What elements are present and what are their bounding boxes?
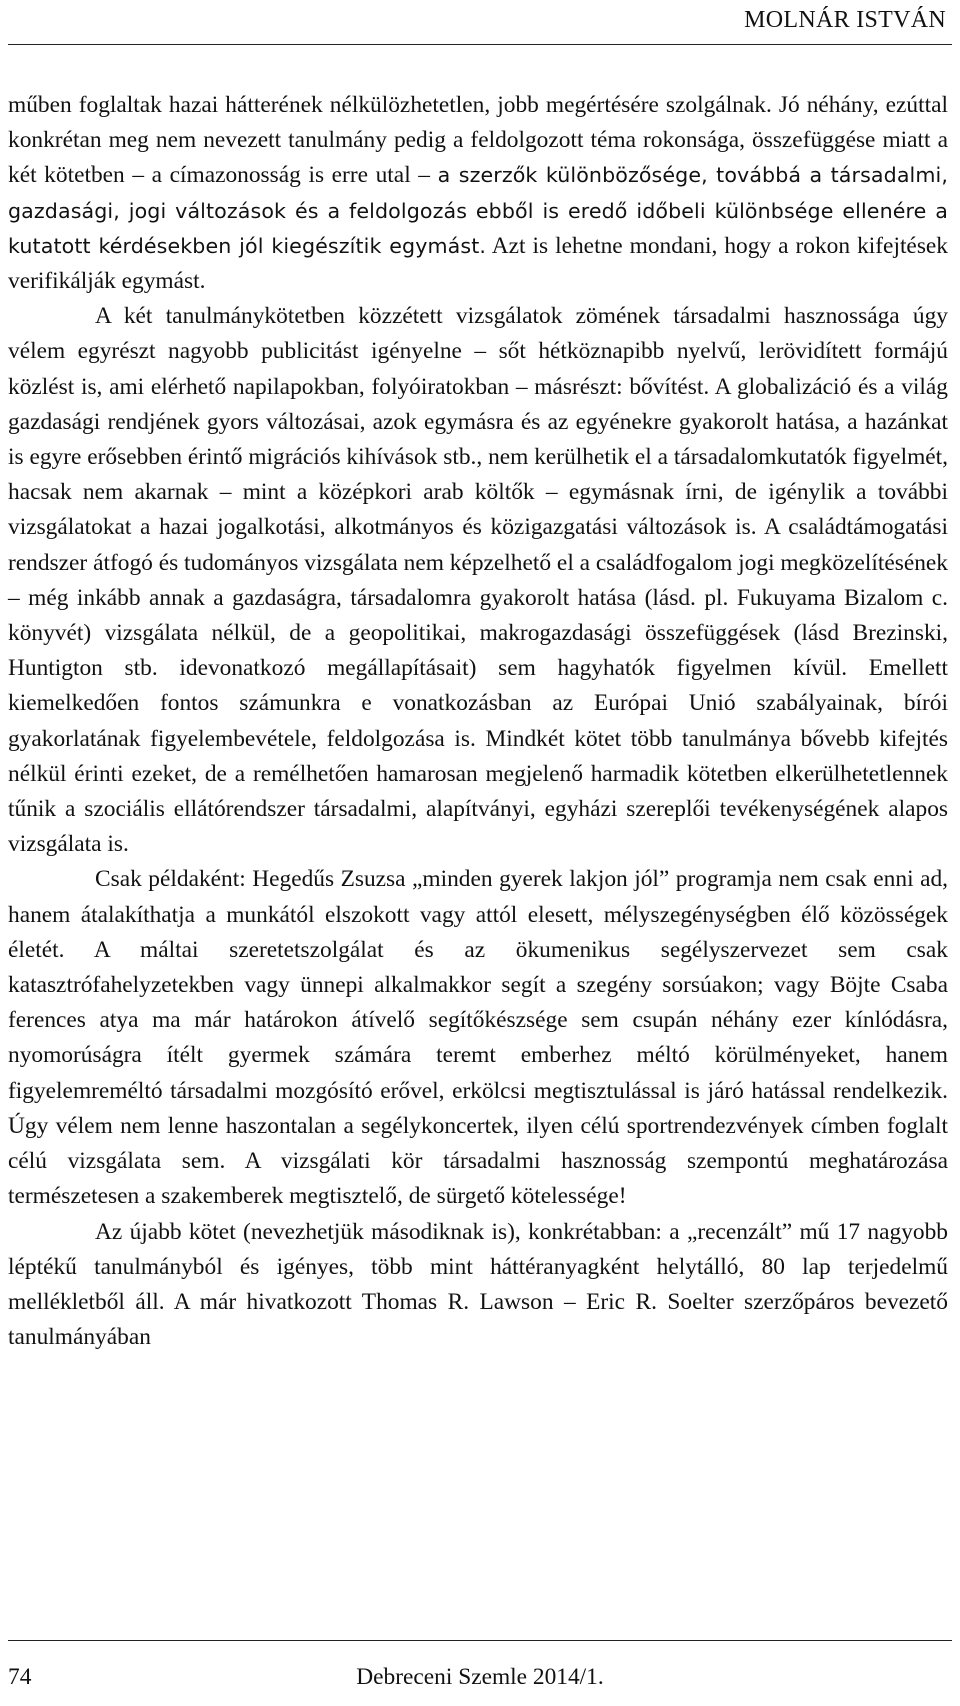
- running-head-author: MOLNÁR ISTVÁN: [744, 7, 946, 33]
- text-run: A két tanulmánykötetben közzétett vizsgálatok zömének társadalmi hasznossága úgy vélem egyrészt nagyobb publicitást igényelne – sőt hétköznapibb nyelvű, lerövidített formájú közlést is, ami elérhető napilapokban, folyóiratokban – másrészt: bővítést. A globalizáció és a világ gazdasági rendjének gyors változásai, azok egymásra és az egyénekre gyakorolt hatása, a hazánkat is egyre erősebben érintő migrációs kihívások stb., nem kerülhetik el a társadalomkutatók figyelmét, hacsak nem akarnak – mint a középkori arab költők – egymásnak írni, de igénylik a további vizsgálatokat a hazai jogalkotási, alkotmányos és közigazgatási változások is. A családtámogatási rendszer átfogó és tudományos vizsgálata nem képzelhető el a családfogalom jogi megközelítésének – még inkább annak a gazdaságra, társadalomra gyakorolt hatása (lásd. pl. Fukuyama Bizalom c. könyvét) vizsgálata nélkül, de a geopolitikai, makrogazdasági összefüggések (lásd Brezinski, Huntigton stb. idevonatkozó megállapításait) sem hagyhatók figyelmen kívül. Emellett kiemelkedően fontos számunkra e vonatkozásban az Európai Unió szabályainak, bírói gyakorlatának figyelembevétele, feldolgozása is. Mindkét kötet több tanulmánya bővebb kifejtés nélkül érinti ezeket, de a remélhetően hamarosan megjelenő harmadik kötetben elkerülhetetlennek tűnik a szociális ellátórendszer társadalmi, alapítványi, egyházi szereplői tevékenységének alapos vizsgálata is.: [8, 303, 948, 858]
- body-paragraph: [8, 88, 948, 299]
- text-run: Csak példaként: Hegedűs Zsuzsa „minden gyerek lakjon jól” programja nem csak enni ad, hanem átalakíthatja a munkától elszokott vagy attól elesett, mélyszegénységben élő közösségek életét. A máltai szeretetszolgálat és az ökumenikus segélyszervezet sem csak katasztrófahelyzetekben vagy ünnepi alkalmakkor segít a szegény sorsúakon; vagy Böjte Csaba ferences atya ma már határokon átívelő segítőkészsége sem csupán néhány ezer kínlódásra, nyomorúságra ítélt gyermek számára teremt emberhez méltó körülményeket, hanem figyelemreméltó társadalmi mozgósító erővel, erkölcsi megtisztulással is járó hatással rendelkezik. Úgy vélem nem lenne haszontalan a segélykoncertek, ilyen célú sportrendezvények címben foglalt célú vizsgálata sem. A vizsgálati kör társadalmi hasznosság szempontú meghatározása természetesen a szakemberek megtisztelő, de sürgető kötelessége!: [8, 866, 948, 1210]
- page-number: 74: [8, 1664, 32, 1690]
- article-body: [8, 88, 948, 1355]
- body-paragraph: [8, 862, 948, 1214]
- text-run: Azt is lehetne mondani, hogy a rokon kifejtések verifikálják egymást.: [8, 232, 948, 295]
- journal-citation: Debreceni Szemle 2014/1.: [356, 1664, 604, 1690]
- body-paragraph: [8, 299, 948, 862]
- text-run: műben foglaltak hazai hátterének nélkülözhetetlen, jobb megértésére szolgálnak. Jó néhány, ezúttal konkrétan meg nem nevezett tanulmány pedig a feldolgozott téma rokonsága, összefüggése miatt a két kötetben – a címazonosság is erre utal –: [8, 92, 948, 189]
- text-run: Az újabb kötet (nevezhetjük másodiknak is), konkrétabban: a „recenzált” mű 17 nagyobb léptékű tanulmányból és igényes, több mint háttéranyagként helytálló, 80 lap terjedelmű mellékletből áll. A már hivatkozott Thomas R. Lawson – Eric R. Soelter szerzőpáros bevezető tanulmányában: [8, 1218, 948, 1351]
- page-header: [0, 0, 960, 50]
- text-run: a szerzők különbözősége, továbbá a társadalmi, gazdasági, jogi változások és a feldolgozás ebből is eredő időbeli különbsége ellenére a kutatott kérdésekben jól kiegészítik egymást.: [8, 163, 948, 258]
- header-divider: [8, 44, 952, 45]
- page-footer: [0, 1640, 960, 1706]
- body-paragraph: [8, 1215, 948, 1356]
- footer-divider: [8, 1640, 952, 1641]
